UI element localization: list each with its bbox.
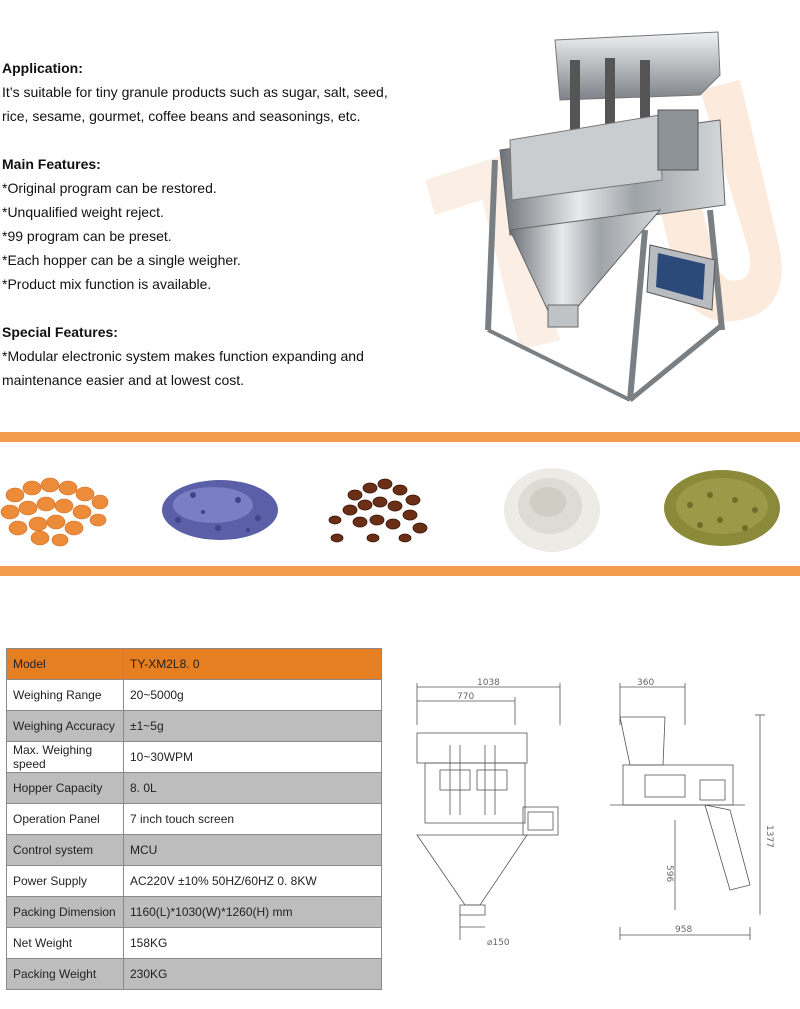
dim-leg-label: 596 <box>664 865 674 883</box>
accent-band-top <box>0 432 800 442</box>
table-row <box>7 959 382 990</box>
spec-label: Max. Weighing speed <box>7 742 124 773</box>
spec-value: MCU <box>124 835 382 866</box>
lentils-image <box>0 450 115 560</box>
feature-item: *99 program can be preset. <box>2 228 172 244</box>
table-row <box>7 742 382 773</box>
table-row <box>7 928 382 959</box>
special-features-heading: Special Features: <box>2 324 118 340</box>
coffee-beans-image <box>325 450 435 560</box>
feature-item: *Original program can be restored. <box>2 180 217 196</box>
spec-value: 10~30WPM <box>124 742 382 773</box>
application-text-line2: rice, sesame, gourmet, coffee beans and seasonings, etc. <box>2 108 361 124</box>
dim-width-label: 1038 <box>477 678 500 688</box>
feature-item: *Unqualified weight reject. <box>2 204 164 220</box>
side-view-drawing <box>605 665 775 960</box>
feature-item: *Product mix function is available. <box>2 276 212 292</box>
table-row <box>7 773 382 804</box>
dim-outlet-label: ⌀150 <box>487 938 510 948</box>
spec-value: 8. 0L <box>124 773 382 804</box>
dim-top-label: 360 <box>637 678 655 688</box>
lavender-image <box>158 450 283 560</box>
table-row <box>7 897 382 928</box>
spec-label: Net Weight <box>7 928 124 959</box>
dim-inner-label: 770 <box>457 692 475 702</box>
spec-label: Power Supply <box>7 866 124 897</box>
spec-value: 1160(L)*1030(W)*1260(H) mm <box>124 897 382 928</box>
accent-band-bottom <box>0 566 800 576</box>
spec-value: 20~5000g <box>124 680 382 711</box>
application-text-line1: It’s suitable for tiny granule products such as sugar, salt, seed, <box>2 84 388 100</box>
spec-value: TY-XM2L8. 0 <box>124 649 382 680</box>
application-heading: Application: <box>2 60 83 76</box>
table-row <box>7 835 382 866</box>
dim-base-label: 958 <box>675 925 693 935</box>
special-feature-line2: maintenance easier and at lowest cost. <box>2 372 245 388</box>
table-row <box>7 866 382 897</box>
feature-item: *Each hopper can be a single weigher. <box>2 252 241 268</box>
spec-value: 230KG <box>124 959 382 990</box>
spec-label: Hopper Capacity <box>7 773 124 804</box>
spec-value: AC220V ±10% 50HZ/60HZ 0. 8KW <box>124 866 382 897</box>
spec-value: 7 inch touch screen <box>124 804 382 835</box>
spec-label: Operation Panel <box>7 804 124 835</box>
table-row <box>7 649 382 680</box>
intro-text <box>2 56 402 392</box>
spec-label: Packing Weight <box>7 959 124 990</box>
spec-label: Weighing Accuracy <box>7 711 124 742</box>
powder-image <box>500 450 605 560</box>
table-row <box>7 680 382 711</box>
weigher-machine-image <box>400 20 800 420</box>
spec-label: Weighing Range <box>7 680 124 711</box>
spec-label: Control system <box>7 835 124 866</box>
special-feature-line1: *Modular electronic system makes function expanding and <box>2 348 364 364</box>
dim-height-label: 1377 <box>764 825 774 848</box>
spec-value: ±1~5g <box>124 711 382 742</box>
spec-label: Packing Dimension <box>7 897 124 928</box>
table-row <box>7 711 382 742</box>
spec-label: Model <box>7 649 124 680</box>
table-row <box>7 804 382 835</box>
spec-value: 158KG <box>124 928 382 959</box>
main-features-heading: Main Features: <box>2 156 101 172</box>
front-view-drawing <box>405 665 575 960</box>
spec-table <box>6 648 382 990</box>
mung-beans-image <box>660 450 785 560</box>
